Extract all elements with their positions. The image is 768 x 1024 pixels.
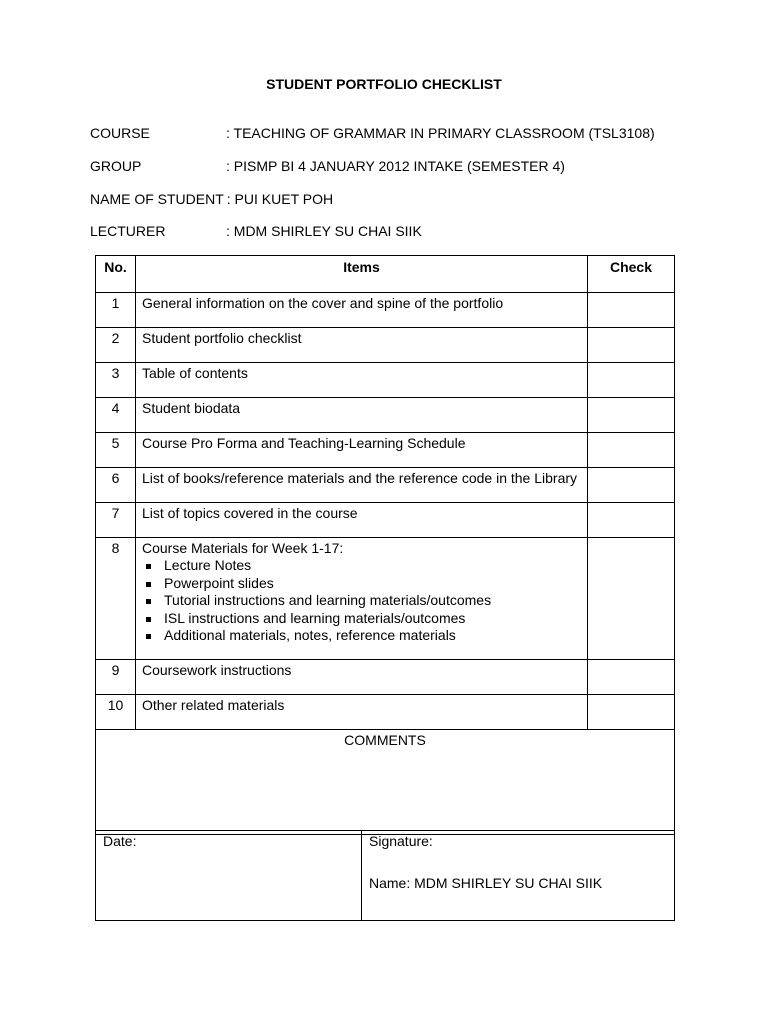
- course-value: : TEACHING OF GRAMMAR IN PRIMARY CLASSROOM (TSL3108): [226, 125, 655, 141]
- row-item: List of books/reference materials and the reference code in the Library: [136, 468, 588, 503]
- group-label: GROUP: [90, 158, 142, 174]
- page-title: STUDENT PORTFOLIO CHECKLIST: [266, 76, 502, 92]
- header-no: No.: [96, 256, 136, 293]
- row-item: Student portfolio checklist: [136, 328, 588, 363]
- row-number: 9: [96, 660, 136, 695]
- row-number: 6: [96, 468, 136, 503]
- lecturer-label: LECTURER: [90, 223, 166, 239]
- table-row: [96, 695, 675, 730]
- header-items: Items: [136, 256, 588, 293]
- signature-box[interactable]: [362, 831, 675, 921]
- row-item: [136, 538, 588, 660]
- row-number: 8: [96, 538, 136, 660]
- check-cell[interactable]: [588, 433, 675, 468]
- row-item: Course Pro Forma and Teaching-Learning Schedule: [136, 433, 588, 468]
- student-value: : PUI KUET POH: [226, 191, 334, 207]
- table-row: [96, 538, 675, 660]
- row-item: Coursework instructions: [136, 660, 588, 695]
- row-item: Student biodata: [136, 398, 588, 433]
- table-row: [96, 468, 675, 503]
- row-item: General information on the cover and spine of the portfolio: [136, 293, 588, 328]
- signature-label: Signature:: [369, 833, 433, 849]
- check-cell[interactable]: [588, 660, 675, 695]
- check-cell[interactable]: [588, 503, 675, 538]
- row-number: 3: [96, 363, 136, 398]
- student-row: [90, 190, 333, 208]
- row-item: Other related materials: [136, 695, 588, 730]
- row-number: 10: [96, 695, 136, 730]
- row-item-label: Course Materials for Week 1-17:: [142, 540, 344, 556]
- checklist-table: [95, 255, 675, 835]
- table-row: [96, 293, 675, 328]
- lecturer-row: [90, 222, 422, 240]
- subitem-list: [142, 557, 581, 645]
- check-cell[interactable]: [588, 695, 675, 730]
- student-label: NAME OF STUDENT: [90, 191, 224, 207]
- check-cell[interactable]: [588, 538, 675, 660]
- list-item: Powerpoint slides: [144, 575, 581, 593]
- date-label: Date:: [103, 833, 137, 849]
- date-box[interactable]: [96, 831, 362, 921]
- signature-table: [95, 830, 675, 921]
- row-item: Table of contents: [136, 363, 588, 398]
- row-number: 2: [96, 328, 136, 363]
- check-cell[interactable]: [588, 363, 675, 398]
- course-row: [90, 124, 655, 142]
- row-number: 1: [96, 293, 136, 328]
- check-cell[interactable]: [588, 468, 675, 503]
- row-number: 4: [96, 398, 136, 433]
- table-row: [96, 660, 675, 695]
- check-cell[interactable]: [588, 293, 675, 328]
- comments-row: [96, 730, 675, 835]
- list-item: Lecture Notes: [144, 557, 581, 575]
- row-item: List of topics covered in the course: [136, 503, 588, 538]
- header-check: Check: [588, 256, 675, 293]
- group-row: [90, 157, 565, 175]
- check-cell[interactable]: [588, 328, 675, 363]
- signer-name: Name: MDM SHIRLEY SU CHAI SIIK: [369, 875, 603, 891]
- row-number: 5: [96, 433, 136, 468]
- course-label: COURSE: [90, 125, 150, 141]
- lecturer-value: : MDM SHIRLEY SU CHAI SIIK: [226, 223, 422, 239]
- group-value: : PISMP BI 4 JANUARY 2012 INTAKE (SEMESTER 4): [226, 158, 565, 174]
- table-row: [96, 328, 675, 363]
- row-number: 7: [96, 503, 136, 538]
- list-item: Tutorial instructions and learning materials/outcomes: [144, 592, 581, 610]
- check-cell[interactable]: [588, 398, 675, 433]
- table-row: [96, 433, 675, 468]
- comments-box[interactable]: [96, 730, 675, 835]
- table-row: [96, 503, 675, 538]
- comments-label: COMMENTS: [344, 732, 426, 748]
- list-item: ISL instructions and learning materials/outcomes: [144, 610, 581, 628]
- table-row: [96, 363, 675, 398]
- list-item: Additional materials, notes, reference materials: [144, 627, 581, 645]
- table-row: [96, 398, 675, 433]
